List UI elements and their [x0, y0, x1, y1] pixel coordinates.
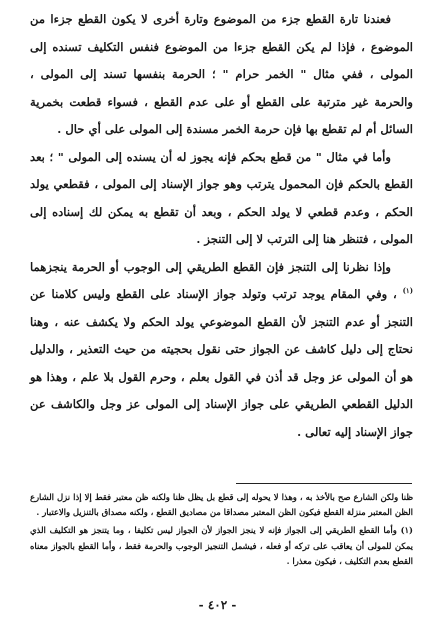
- paragraph: [30, 254, 413, 447]
- page-number: - ٤٠٢ -: [198, 598, 237, 612]
- footnote-continuation: ظنا ولكن الشارع صح بالأخذ به ، وهذا لا يحوله إلى قطع بل يظل ظنا ولكنه ظن معتبر فقط إلا إذا نزل الشارع الظن المعتبر منزلة القطع فيكون الظن المعتبر مصداقا من مصاديق القطع ، ولكنه مصداق بالتنزيل والاعتبار .: [30, 492, 413, 518]
- footnote-text: وأما القطع الطريقي إلى الجواز فإنه لا ينجز الجواز لأن الجواز ليس تكليفا ، وما يتنجز هو التكليف الذي يمكن للمولى أن يعاقب على تركه أو فعله ، فيشمل التنجيز الوجوب والحرمة فقط ، وأما القطع بالجواز معناه القطع بعدم التكليف ، فيكون معذرا .: [30, 525, 413, 566]
- paragraph-text: ، وفي المقام يوجد ترتب وتولد جواز الإسناد على القطع وليس كلامنا عن التنجز أو عدم التنجز لأن القطع الموضوعي يولد الحكم ولا يكشف عنه ، وهنا نحتاج إلى دليل كاشف عن الجواز حتى نقول بحجيته من حيث التعذير ، والدليل هو أن المولى عز وجل قد أذن في القول بعلم ، وحرم القول بلا علم ، وهذا هو الدليل القطعي الطريقي على جواز الإسناد إلى المولى عز وجل والكاشف عن جواز الإسناد إليه تعالى .: [30, 287, 413, 439]
- paragraph-text: وإذا نظرنا إلى التنجز فإن القطع الطريقي إلى الوجوب أو الحرمة ينجزهما: [30, 259, 391, 274]
- paragraph: وأما في مثال " من قطع بحكم فإنه يجوز له أن يسنده إلى المولى " ؛ بعد القطع بالحكم فإن المحمول يترتب وهو جواز الإسناد إلى المولى ، فقطعي يولد الحكم ، وعدم قطعي لا يولد الحكم ، وبعد أن تقطع به يمكن لك إسناده إلى المولى ، فتنظر هنا إلى الترتب لا إلى التنجز .: [30, 149, 413, 246]
- footnote-separator: [236, 483, 412, 484]
- main-text: [30, 6, 413, 446]
- footnote-marker: (١): [400, 525, 413, 536]
- paragraph: فعندنا تارة القطع جزء من الموضوع وتارة أخرى لا يكون القطع جزءا من الموضوع ، فإذا لم يكن القطع جزءا من الموضوع فنفس التكليف تسنده إلى المولى ، ففي مثال " الخمر حرام " ؛ الحرمة بنفسها تسند إلى المولى ، والحرمة غير مترتبة على القطع أو على عدم القطع ، فسواء قطعت بخمرية السائل أم لم تقطع بها فإن حرمة الخمر مسندة إلى المولى على أي حال .: [30, 12, 413, 136]
- footnote-reference[interactable]: (١): [402, 286, 413, 296]
- footnote-1: [30, 523, 413, 569]
- footnotes-area: [30, 490, 413, 569]
